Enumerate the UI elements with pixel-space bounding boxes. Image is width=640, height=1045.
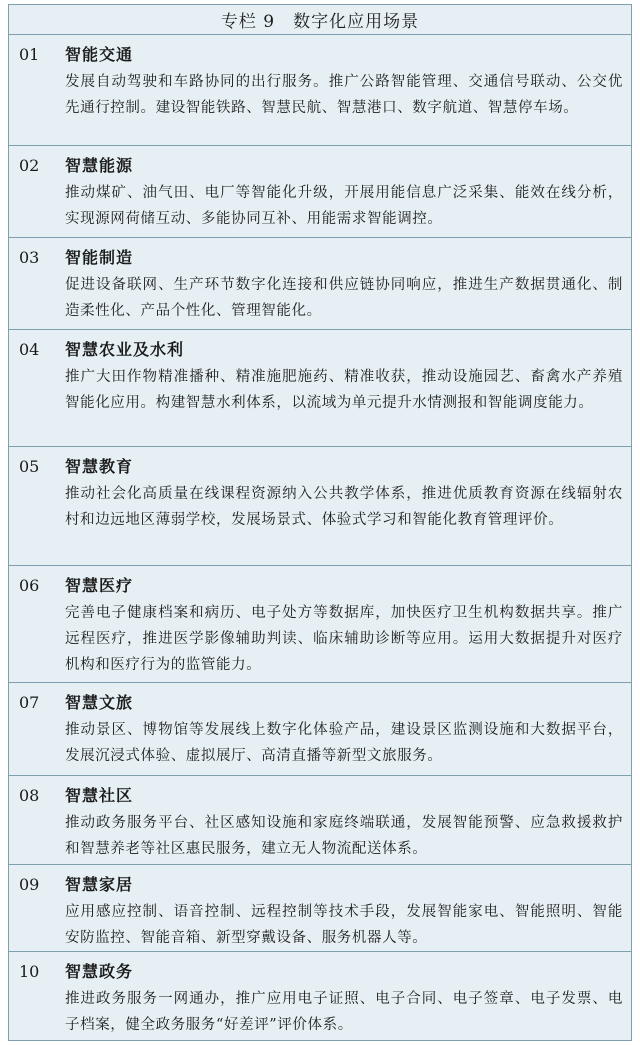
section-body: 推广大田作物精准播种、精准施肥施药、精准收获，推动设施园艺、畜禽水产养殖智能化应用。构建智慧水利体系，以流域为单元提升水情测报和智能调度能力。 <box>65 369 623 411</box>
panel-title: 专栏 9 数字化应用场景 <box>9 5 631 35</box>
section-title: 智慧家居 <box>65 875 134 894</box>
section-smart-energy <box>9 146 631 238</box>
section-smart-education <box>9 447 631 566</box>
section-title: 智慧社区 <box>65 786 134 805</box>
section-body: 推动社会化高质量在线课程资源纳入公共教学体系，推进优质教育资源在线辐射农村和边远地区薄弱学校，发展场景式、体验式学习和智能化教育管理评价。 <box>65 486 623 528</box>
section-smart-agriculture-water <box>9 330 631 447</box>
section-body: 推动政务服务平台、社区感知设施和家庭终端联通，发展智能预警、应急救援救护和智慧养老等社区惠民服务，建立无人物流配送体系。 <box>65 815 623 857</box>
section-title: 智能制造 <box>65 248 134 267</box>
section-body: 发展自动驾驶和车路协同的出行服务。推广公路智能管理、交通信号联动、公交优先通行控制。建设智能铁路、智慧民航、智慧港口、数字航道、智慧停车场。 <box>65 74 623 116</box>
section-body: 应用感应控制、语音控制、远程控制等技术手段，发展智能家电、智能照明、智能安防监控、智能音箱、新型穿戴设备、服务机器人等。 <box>65 904 623 946</box>
section-number: 04 <box>19 340 40 359</box>
section-body: 推动景区、博物馆等发展线上数字化体验产品，建设景区监测设施和大数据平台，发展沉浸式体验、虚拟展厅、高清直播等新型文旅服务。 <box>65 722 623 764</box>
section-smart-government <box>9 952 631 1040</box>
section-number: 06 <box>19 576 40 595</box>
column-panel <box>8 4 632 1041</box>
section-title: 智慧医疗 <box>65 576 134 595</box>
section-number: 08 <box>19 786 40 805</box>
section-smart-healthcare <box>9 566 631 683</box>
section-number: 02 <box>19 156 40 175</box>
section-number: 05 <box>19 457 40 476</box>
section-title: 智慧文旅 <box>65 693 134 712</box>
section-title: 智慧政务 <box>65 962 134 981</box>
section-smart-home <box>9 865 631 952</box>
section-title: 智能交通 <box>65 45 134 64</box>
section-smart-community <box>9 776 631 865</box>
section-number: 10 <box>19 962 40 981</box>
section-title: 智慧能源 <box>65 156 134 175</box>
section-title: 智慧农业及水利 <box>65 340 185 359</box>
section-smart-manufacturing <box>9 238 631 330</box>
section-smart-culture-tourism <box>9 683 631 776</box>
section-body: 推进政务服务一网通办，推广应用电子证照、电子合同、电子签章、电子发票、电子档案，健全政务服务“好差评”评价体系。 <box>65 991 623 1033</box>
section-number: 03 <box>19 248 40 267</box>
section-number: 01 <box>19 45 40 64</box>
section-title: 智慧教育 <box>65 457 134 476</box>
section-body: 促进设备联网、生产环节数字化连接和供应链协同响应，推进生产数据贯通化、制造柔性化、产品个性化、管理智能化。 <box>65 277 623 319</box>
section-body: 推动煤矿、油气田、电厂等智能化升级，开展用能信息广泛采集、能效在线分析，实现源网荷储互动、多能协同互补、用能需求智能调控。 <box>65 185 623 227</box>
section-smart-transport <box>9 35 631 146</box>
section-body: 完善电子健康档案和病历、电子处方等数据库，加快医疗卫生机构数据共享。推广远程医疗，推进医学影像辅助判读、临床辅助诊断等应用。运用大数据提升对医疗机构和医疗行为的监管能力。 <box>65 605 623 673</box>
section-number: 07 <box>19 693 40 712</box>
section-number: 09 <box>19 875 40 894</box>
